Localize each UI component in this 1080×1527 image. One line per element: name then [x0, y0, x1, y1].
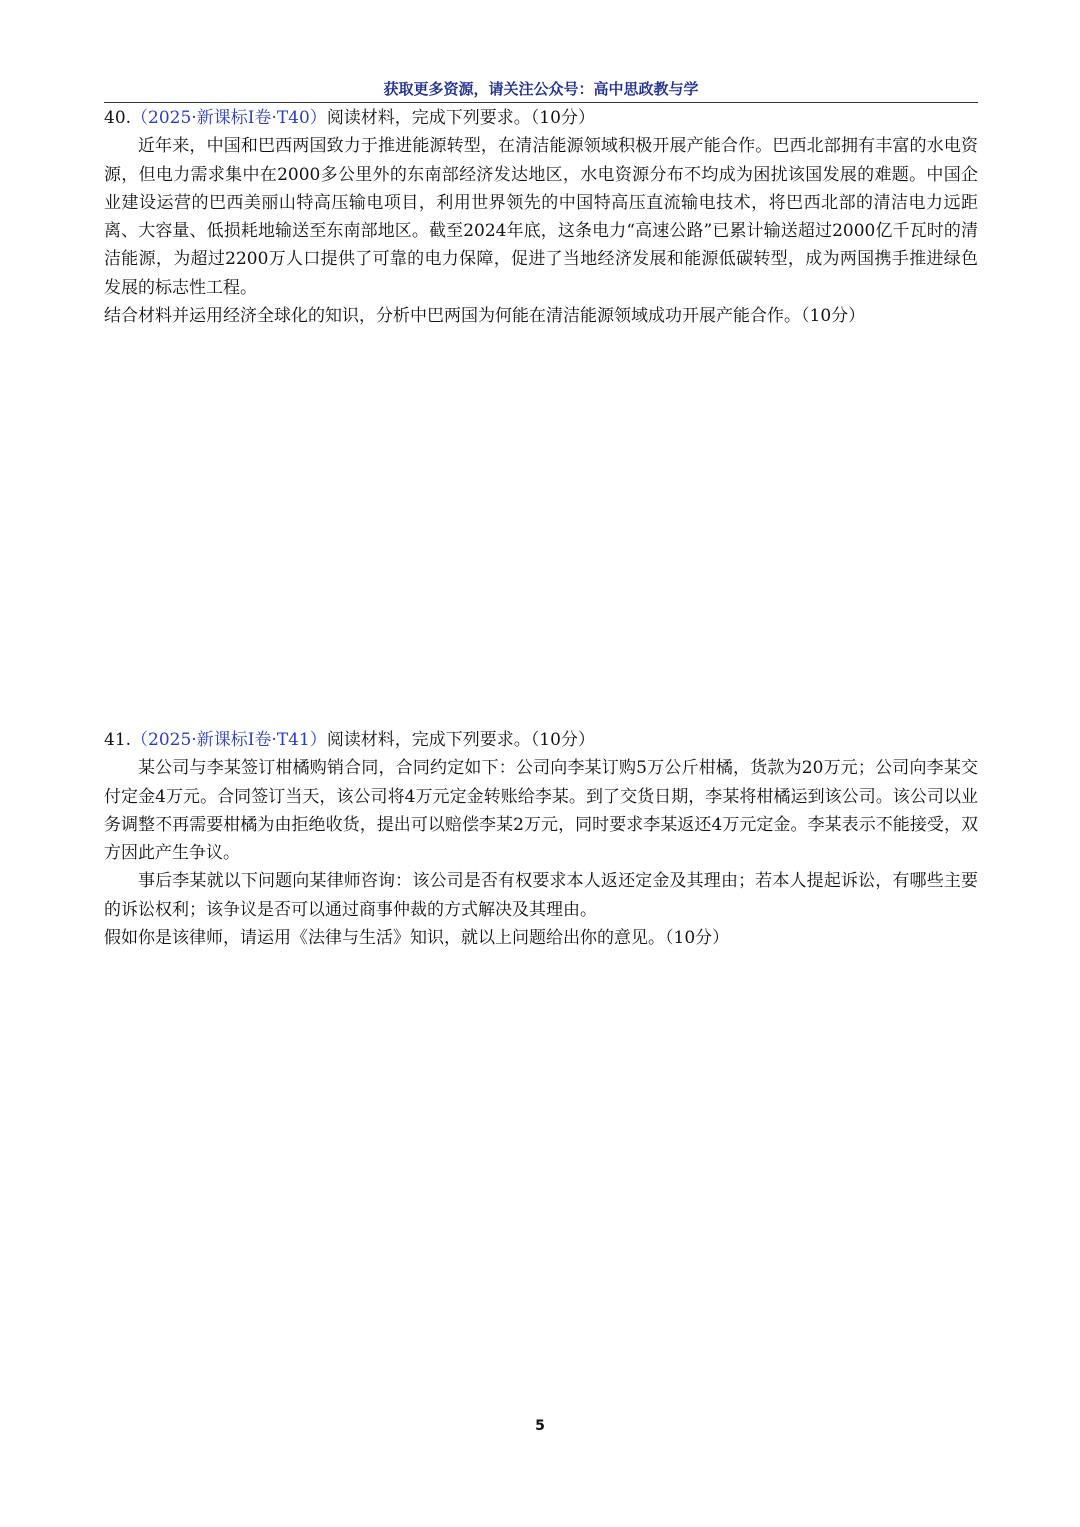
- page-header-notice: 获取更多资源，请关注公众号：高中思政教与学: [104, 78, 978, 103]
- question-instruction: 阅读材料，完成下列要求。（10分）: [326, 730, 595, 750]
- question-source: （2025·新课标Ⅰ卷·T40）: [131, 108, 327, 128]
- question-41: [104, 726, 978, 952]
- question-prompt: 结合材料并运用经济全球化的知识，分析中巴两国为何能在清洁能源领域成功开展产能合作。（10分）: [104, 306, 866, 327]
- question-number: 41.: [104, 730, 132, 750]
- question-heading: [104, 104, 978, 132]
- question-prompt: 假如你是该律师，请运用《法律与生活》知识，就以上问题给出你的意见。（10分）: [104, 928, 730, 949]
- material-paragraph: 近年来，中国和巴西两国致力于推进能源转型，在清洁能源领域积极开展产能合作。巴西北部拥有丰富的水电资源，但电力需求集中在2000多公里外的东南部经济发达地区，水电资源分布不均成为困扰该国发展的难题。中国企业建设运营的巴西美丽山特高压输电项目，利用世界领先的中国特高压直流输电技术，将巴西北部的清洁电力远距离、大容量、低损耗地输送至东南部地区。截至2024年底，这条电力“高速公路”已累计输送超过2000亿千瓦时的清洁能源，为超过2200万人口提供了可靠的电力保障，促进了当地经济发展和能源低碳转型，成为两国携手推进绿色发展的标志性工程。: [104, 136, 978, 298]
- question-40: [104, 104, 978, 330]
- material-paragraph: 某公司与李某签订柑橘购销合同，合同约定如下：公司向李某订购5万公斤柑橘，货款为20万元；公司向李某交付定金4万元。合同签订当天，该公司将4万元定金转账给李某。到了交货日期，李某将柑橘运到该公司。该公司以业务调整不再需要柑橘为由拒绝收货，提出可以赔偿李某2万元，同时要求李某返还4万元定金。李某表示不能接受，双方因此产生争议。: [104, 758, 978, 864]
- question-number: 40.: [104, 108, 132, 128]
- material-paragraph: 事后李某就以下问题向某律师咨询：该公司是否有权要求本人返还定金及其理由；若本人提起诉讼，有哪些主要的诉讼权利；该争议是否可以通过商事仲裁的方式解决及其理由。: [104, 871, 978, 920]
- page-number: 5: [535, 1418, 545, 1434]
- question-source: （2025·新课标Ⅰ卷·T41）: [131, 730, 327, 750]
- question-instruction: 阅读材料，完成下列要求。（10分）: [326, 108, 595, 128]
- question-heading: [104, 726, 978, 754]
